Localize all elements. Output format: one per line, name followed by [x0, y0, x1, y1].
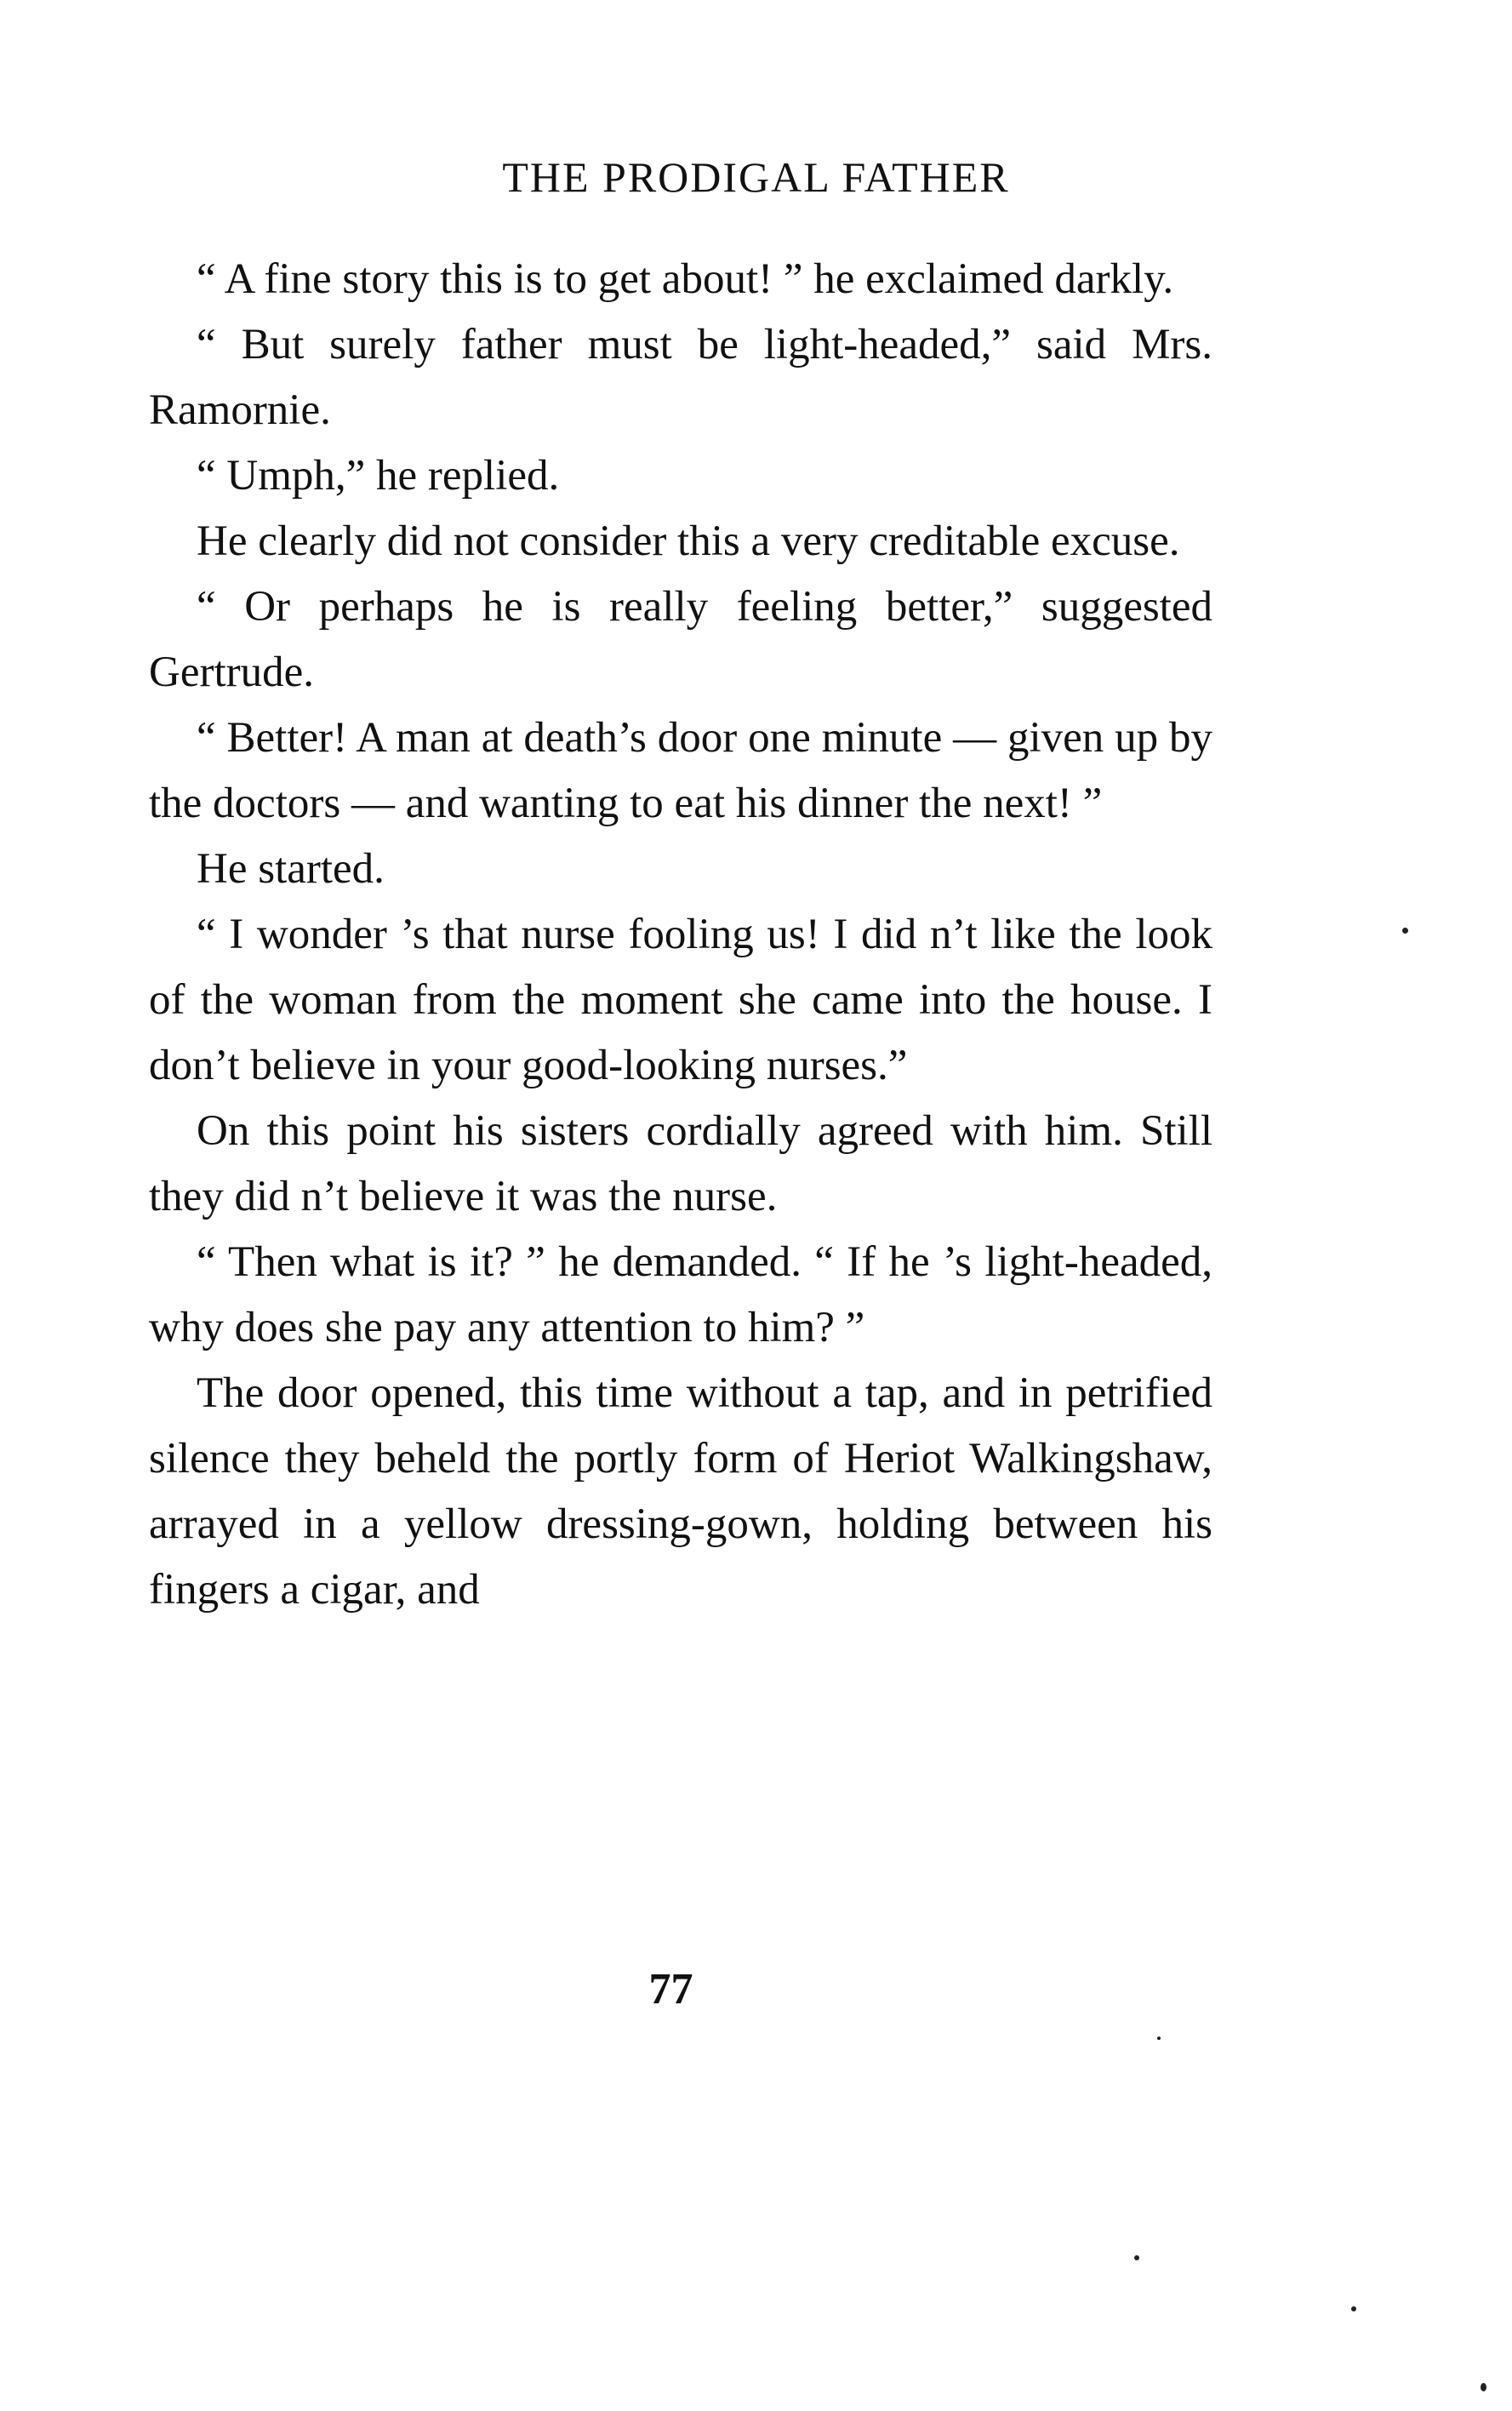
- scan-speck: [1402, 928, 1408, 934]
- paragraph-3: “ Umph,” he replied.: [197, 452, 560, 500]
- scan-speck: [1134, 2255, 1139, 2260]
- paragraph-1: “ A fine story this is to get about! ” he exclaimed darkly.: [197, 255, 1174, 303]
- paragraph-8: “ I wonder ’s that nurse fooling us! I did n’t like the look of the woman from the moment she came into the house. I don’t believe in your good-looking nurses.”: [149, 911, 1212, 1089]
- paragraph-11: The door opened, this time without a tap, and in petrified silence they beheld the portly form of Heriot Walkingshaw, arrayed in a yellow dressing-gown, holding between his fingers a cigar, and: [149, 1369, 1212, 1614]
- running-head: THE PRODIGAL FATHER: [502, 153, 1010, 201]
- paragraph-4: He clearly did not consider this a very creditable excuse.: [197, 517, 1180, 565]
- scan-speck: [1351, 2306, 1356, 2311]
- paragraph-2: “ But surely father must be light-headed,” said Mrs. Ramornie.: [149, 321, 1212, 434]
- scan-speck: [1481, 2383, 1486, 2391]
- paragraph-5: “ Or perhaps he is really feeling better,” suggested Gertrude.: [149, 583, 1212, 696]
- paragraph-6: “ Better! A man at death’s door one minute — given up by the doctors — and wanting to eat his dinner the next! ”: [149, 714, 1212, 827]
- scan-speck: [1157, 2037, 1161, 2040]
- paragraph-9: On this point his sisters cordially agreed with him. Still they did n’t believe it was the nurse.: [149, 1107, 1212, 1220]
- body-text: [149, 247, 1212, 1623]
- page-number: 77: [648, 1965, 693, 2014]
- paragraph-7: He started.: [197, 845, 385, 893]
- paragraph-10: “ Then what is it? ” he demanded. “ If he ’s light-headed, why does she pay any attention to him? ”: [149, 1238, 1212, 1351]
